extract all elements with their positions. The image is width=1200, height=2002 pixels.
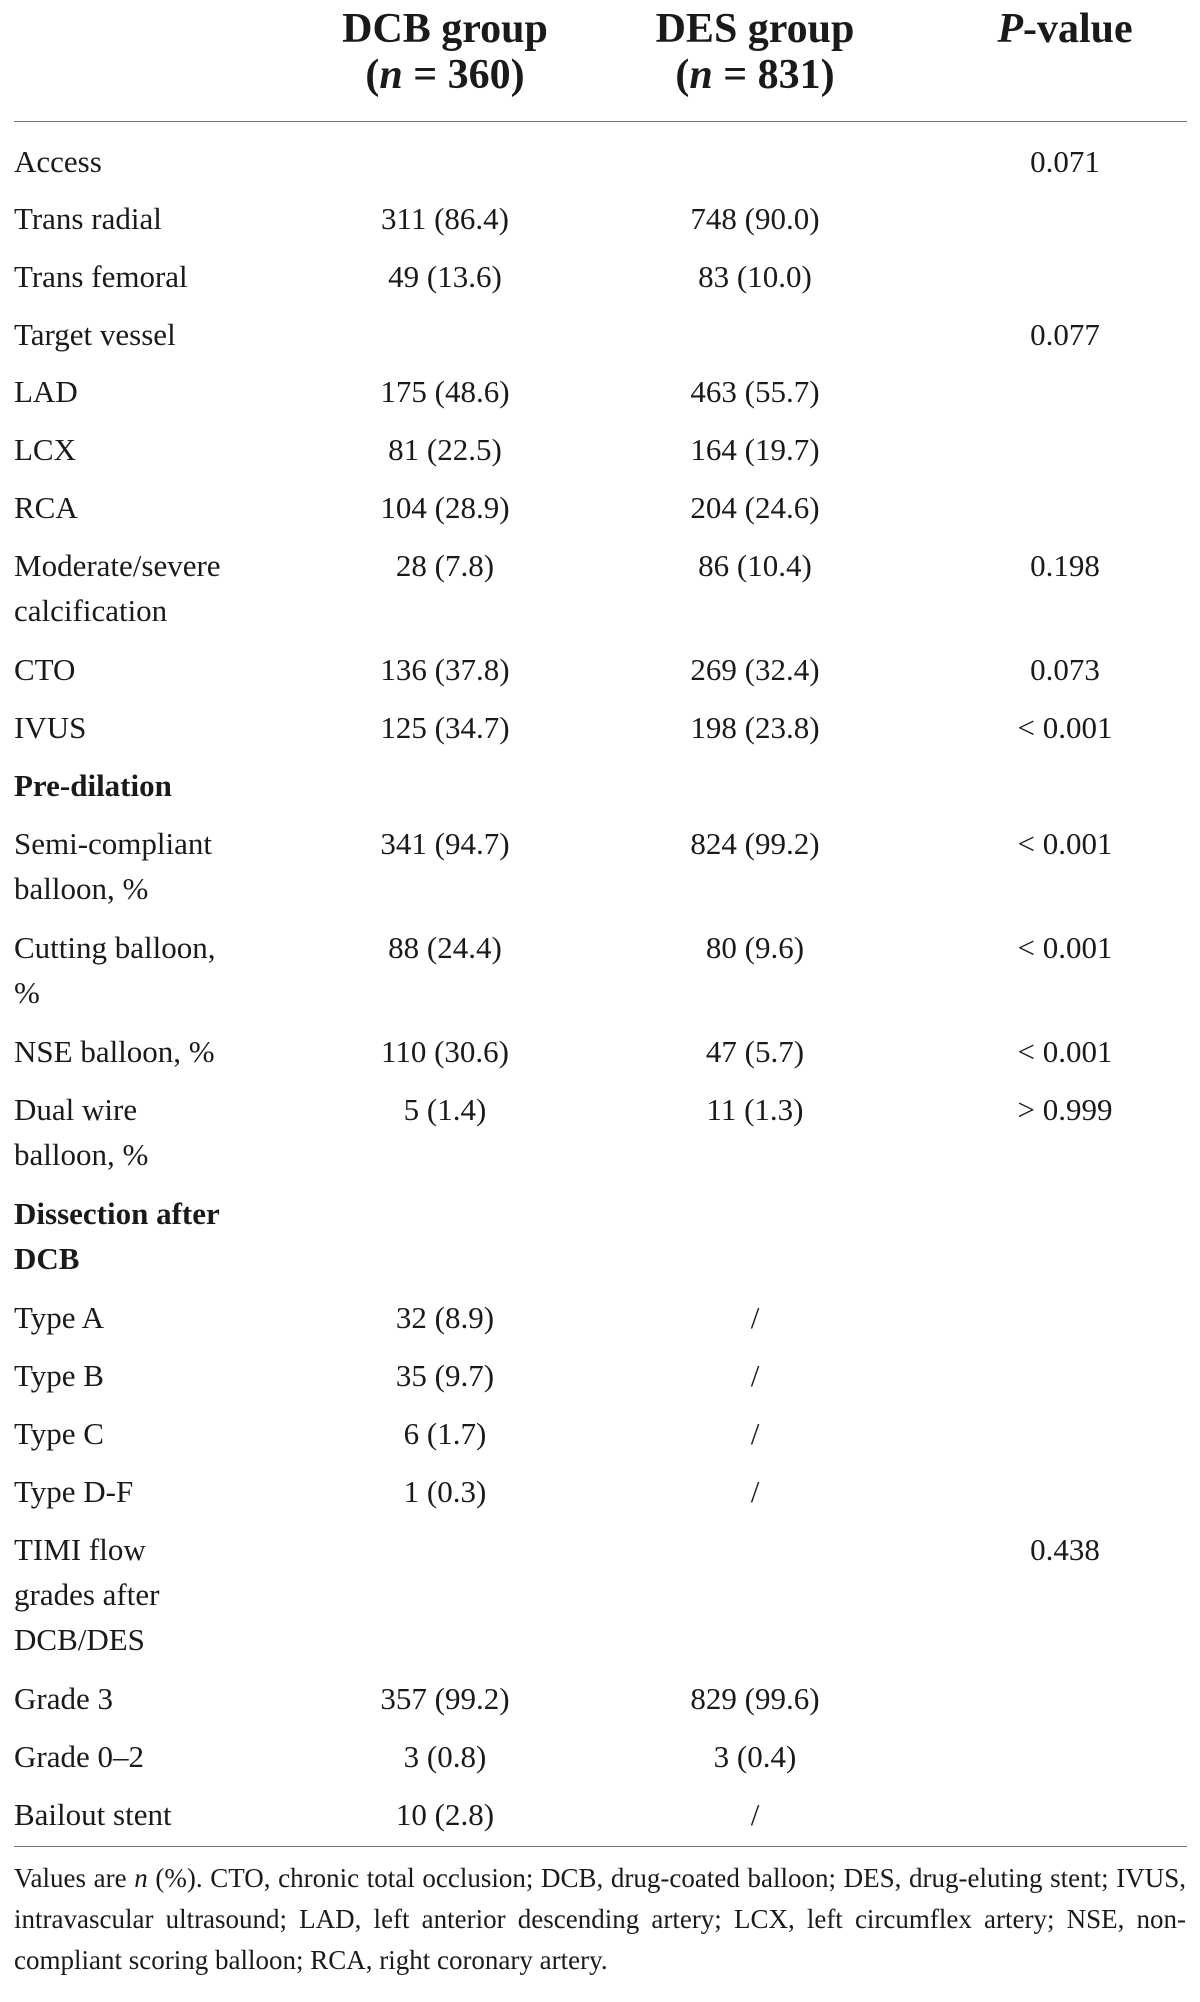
row-label-line: RCA: [14, 490, 78, 525]
header-p-rest: -value: [1023, 6, 1133, 52]
row-label: [14, 1411, 264, 1456]
row-label-line: balloon, %: [14, 1137, 149, 1172]
header-p-italic: P: [997, 6, 1023, 52]
row-label: [14, 312, 264, 357]
row-des-value: 198 (23.8): [690, 710, 820, 745]
row-des-value: 3 (0.4): [713, 1739, 797, 1774]
row-des-value: 164 (19.7): [690, 432, 820, 467]
row-p-value: 0.073: [1030, 652, 1100, 687]
row-label: [14, 1191, 264, 1281]
row-label-line: Target vessel: [14, 317, 176, 352]
row-label: [14, 196, 264, 241]
row-des-value: /: [750, 1300, 760, 1335]
row-des-value: /: [750, 1358, 760, 1393]
row-label-line: Cutting balloon,: [14, 930, 216, 965]
row-label: [14, 1676, 264, 1721]
row-p-value: > 0.999: [1017, 1092, 1113, 1127]
row-label-line: Pre-dilation: [14, 768, 172, 803]
row-label-line: Dual wire: [14, 1092, 138, 1127]
row-dcb-value: 110 (30.6): [381, 1034, 509, 1069]
row-dcb-value: 5 (1.4): [403, 1092, 487, 1127]
row-label-line: NSE balloon, %: [14, 1034, 215, 1069]
row-label: [14, 647, 264, 692]
row-label-line: Type C: [14, 1416, 104, 1451]
row-label: [14, 1469, 264, 1514]
footnote-post: (%). CTO, chronic total occlusion; DCB, drug-coated balloon; DES, drug-eluting stent; IVUS, intravascular ultrasound; LAD, left anterior descending artery; LCX, left circumflex artery; NSE, non-compliant scoring balloon; RCA, right coronary artery.: [14, 1863, 1186, 1975]
row-p-value: 0.071: [1030, 144, 1100, 179]
header-des-n: (n = 831): [675, 52, 835, 98]
row-label-line: Semi-compliant: [14, 826, 213, 861]
row-label: [14, 543, 264, 633]
row-dcb-value: 10 (2.8): [395, 1797, 495, 1832]
row-label-line: Bailout stent: [14, 1797, 172, 1832]
row-p-value: 0.198: [1030, 548, 1100, 583]
row-label-line: DCB/DES: [14, 1622, 145, 1657]
footnote-n: n: [134, 1863, 148, 1893]
row-des-value: /: [750, 1474, 760, 1509]
header-dcb-n: (n = 360): [365, 52, 525, 98]
row-dcb-value: 6 (1.7): [403, 1416, 487, 1451]
row-label-line: calcification: [14, 593, 168, 628]
row-label: [14, 485, 264, 530]
row-p-value: 0.077: [1030, 317, 1100, 352]
row-des-value: 204 (24.6): [690, 490, 820, 525]
row-label: [14, 1087, 264, 1177]
row-dcb-value: 175 (48.6): [380, 374, 510, 409]
header-dcb-n-label: n: [379, 52, 403, 98]
row-label: [14, 1353, 264, 1398]
row-dcb-value: 357 (99.2): [380, 1681, 510, 1716]
table-footnote: [14, 1858, 1186, 1981]
row-des-value: 463 (55.7): [690, 374, 820, 409]
row-label-line: Dissection after: [14, 1196, 220, 1231]
row-label-line: Grade 0–2: [14, 1739, 144, 1774]
table-header: [0, 0, 1200, 120]
row-des-value: 269 (32.4): [690, 652, 820, 687]
row-dcb-value: 3 (0.8): [403, 1739, 487, 1774]
row-dcb-value: 341 (94.7): [380, 826, 510, 861]
row-dcb-value: 1 (0.3): [403, 1474, 487, 1509]
header-dcb-title: DCB group: [342, 6, 548, 52]
row-label: [14, 821, 264, 911]
row-label: [14, 369, 264, 414]
row-des-value: 80 (9.6): [705, 930, 805, 965]
row-label-line: Moderate/severe: [14, 548, 221, 583]
row-des-value: 83 (10.0): [698, 259, 812, 294]
row-dcb-value: 125 (34.7): [380, 710, 510, 745]
row-label: [14, 1734, 264, 1779]
row-label-line: CTO: [14, 652, 76, 687]
row-label-line: TIMI flow: [14, 1532, 146, 1567]
header-rule: [14, 121, 1187, 122]
row-label-line: grades after: [14, 1577, 160, 1612]
row-des-value: 47 (5.7): [705, 1034, 805, 1069]
header-p-value: [940, 6, 1190, 52]
row-dcb-value: 104 (28.9): [380, 490, 510, 525]
row-p-value: 0.438: [1030, 1532, 1100, 1567]
row-label: [14, 705, 264, 750]
row-label: [14, 1295, 264, 1340]
footnote-pre: Values are: [14, 1863, 135, 1893]
row-label: [14, 1792, 264, 1837]
row-label-line: LAD: [14, 374, 78, 409]
row-des-value: 824 (99.2): [690, 826, 820, 861]
row-dcb-value: 49 (13.6): [388, 259, 502, 294]
row-des-value: 829 (99.6): [690, 1681, 820, 1716]
row-p-value: < 0.001: [1017, 1034, 1113, 1069]
row-dcb-value: 311 (86.4): [381, 201, 509, 236]
header-des-title: DES group: [655, 6, 855, 52]
row-label: [14, 763, 264, 808]
row-dcb-value: 28 (7.8): [395, 548, 495, 583]
row-label: [14, 925, 264, 1015]
header-dcb-n-value: = 360): [402, 52, 525, 98]
row-label-line: %: [14, 975, 40, 1010]
row-p-value: < 0.001: [1017, 710, 1113, 745]
row-label: [14, 139, 264, 184]
row-label-line: Type B: [14, 1358, 104, 1393]
row-p-value: < 0.001: [1017, 826, 1113, 861]
footer-rule: [14, 1846, 1187, 1847]
row-label-line: balloon, %: [14, 871, 149, 906]
row-label-line: Grade 3: [14, 1681, 113, 1716]
row-des-value: 748 (90.0): [690, 201, 820, 236]
header-dcb-group: [310, 6, 580, 98]
row-label-line: Type A: [14, 1300, 104, 1335]
row-label-line: Trans femoral: [14, 259, 188, 294]
row-dcb-value: 88 (24.4): [388, 930, 502, 965]
row-label-line: LCX: [14, 432, 76, 467]
row-dcb-value: 81 (22.5): [388, 432, 502, 467]
row-des-value: 86 (10.4): [698, 548, 812, 583]
row-des-value: /: [750, 1416, 760, 1451]
header-des-n-label: n: [689, 52, 713, 98]
header-des-group: [610, 6, 900, 98]
row-label: [14, 1527, 264, 1662]
row-dcb-value: 136 (37.8): [380, 652, 510, 687]
row-p-value: < 0.001: [1017, 930, 1113, 965]
row-des-value: /: [750, 1797, 760, 1832]
header-des-n-value: = 831): [712, 52, 835, 98]
row-dcb-value: 35 (9.7): [395, 1358, 495, 1393]
row-dcb-value: 32 (8.9): [395, 1300, 495, 1335]
row-label-line: Access: [14, 144, 102, 179]
row-label: [14, 1029, 264, 1074]
row-label-line: Trans radial: [14, 201, 162, 236]
row-label: [14, 254, 264, 299]
row-label: [14, 427, 264, 472]
row-label-line: Type D-F: [14, 1474, 134, 1509]
row-label-line: IVUS: [14, 710, 87, 745]
row-des-value: 11 (1.3): [706, 1092, 804, 1127]
row-label-line: DCB: [14, 1241, 80, 1276]
